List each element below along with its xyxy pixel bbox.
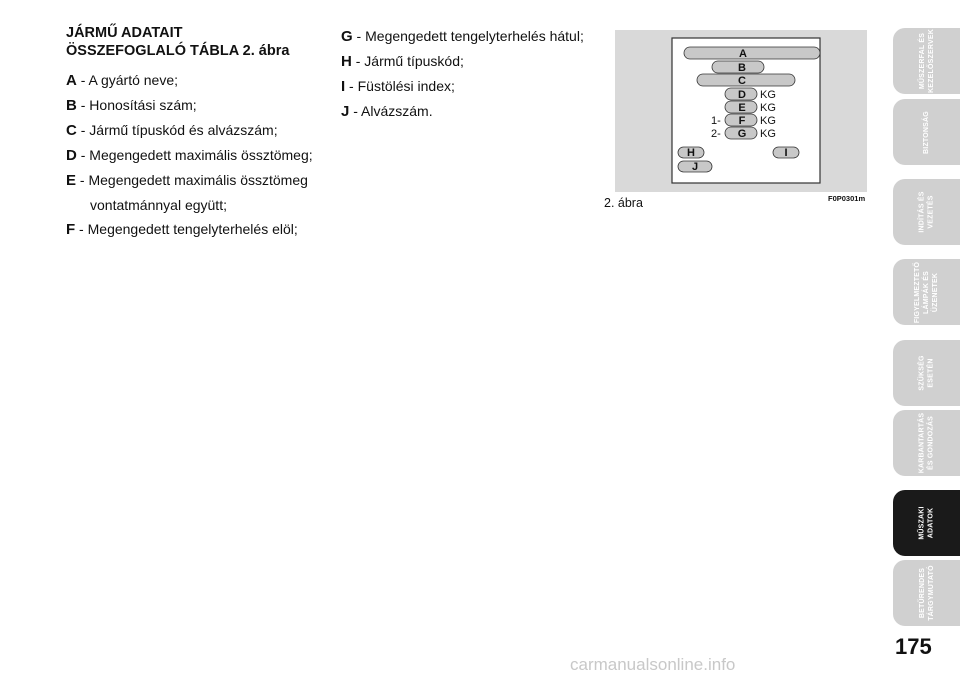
kg-label-e: KG [760, 102, 776, 114]
section-heading [66, 24, 322, 60]
tab-targymutato[interactable]: BETŰRENDES TÁRGYMUTATÓ [893, 560, 960, 626]
label-j: J [691, 161, 699, 173]
axle-1-label: 1- [711, 115, 721, 127]
label-h: H [687, 147, 695, 159]
plate-figure [615, 30, 867, 192]
item-h: H - Jármű típuskód; [341, 53, 464, 70]
item-f: F - Megengedett tengelyterhelés elöl; [66, 221, 298, 238]
label-b: B [738, 62, 746, 74]
kg-label-f: KG [760, 115, 776, 127]
left-column [66, 24, 322, 242]
item-c: C - Jármű típuskód és alvázszám; [66, 122, 278, 139]
item-a: A - A gyártó neve; [66, 72, 179, 89]
item-i: I - Füstölési index; [341, 78, 455, 95]
label-f: F [738, 115, 746, 127]
tab-figyelmezteto[interactable]: FIGYELMEZTETŐ LÁMPÁK ÉS ÜZENETEK [893, 259, 960, 325]
tab-szukseg[interactable]: SZÜKSÉG ESETÉN [893, 340, 960, 406]
tab-biztonsag[interactable]: BIZTONSÁG [893, 99, 960, 165]
label-a: A [739, 48, 747, 60]
item-g: G - Megengedett tengelyterhelés hátul; [341, 28, 584, 45]
item-j: J - Alvázszám. [341, 103, 433, 120]
right-column [341, 24, 597, 124]
watermark: carmanualsonline.info [570, 655, 736, 674]
label-i: I [784, 147, 788, 159]
item-e: E - Megengedett maximális össztömeg vontatmánnyal együtt; [66, 172, 308, 213]
kg-label-g: KG [760, 128, 776, 140]
item-b: B - Honosítási szám; [66, 97, 197, 114]
tab-muszaki-adatok[interactable]: MŰSZAKI ADATOK [893, 490, 960, 556]
label-e: E [738, 102, 746, 114]
label-c: C [738, 75, 746, 87]
field-a [684, 47, 820, 59]
field-c [697, 74, 795, 86]
axle-2-label: 2- [711, 128, 721, 140]
heading-line-2: ÖSSZEFOGLALÓ TÁBLA 2. ábra [66, 43, 290, 59]
identification-plate-diagram [615, 30, 867, 192]
tab-inditas[interactable]: INDÍTÁS ÉS VEZETÉS [893, 179, 960, 245]
tab-karbantartas[interactable]: KARBANTARTÁS ÉS GONDOZÁS [893, 410, 960, 476]
tab-muszerfal[interactable]: MŰSZERFAL ÉS KEZELŐSZERVEK [893, 28, 960, 94]
label-d: D [738, 89, 746, 101]
item-d: D - Megengedett maximális össztömeg; [66, 147, 313, 164]
label-g: G [737, 128, 747, 140]
figure-caption: 2. ábra [604, 196, 643, 210]
page-number: 175 [895, 634, 932, 659]
heading-line-1: JÁRMŰ ADATAIT [66, 25, 183, 41]
kg-label-d: KG [760, 89, 776, 101]
figure-code: F0P0301m [828, 194, 866, 203]
